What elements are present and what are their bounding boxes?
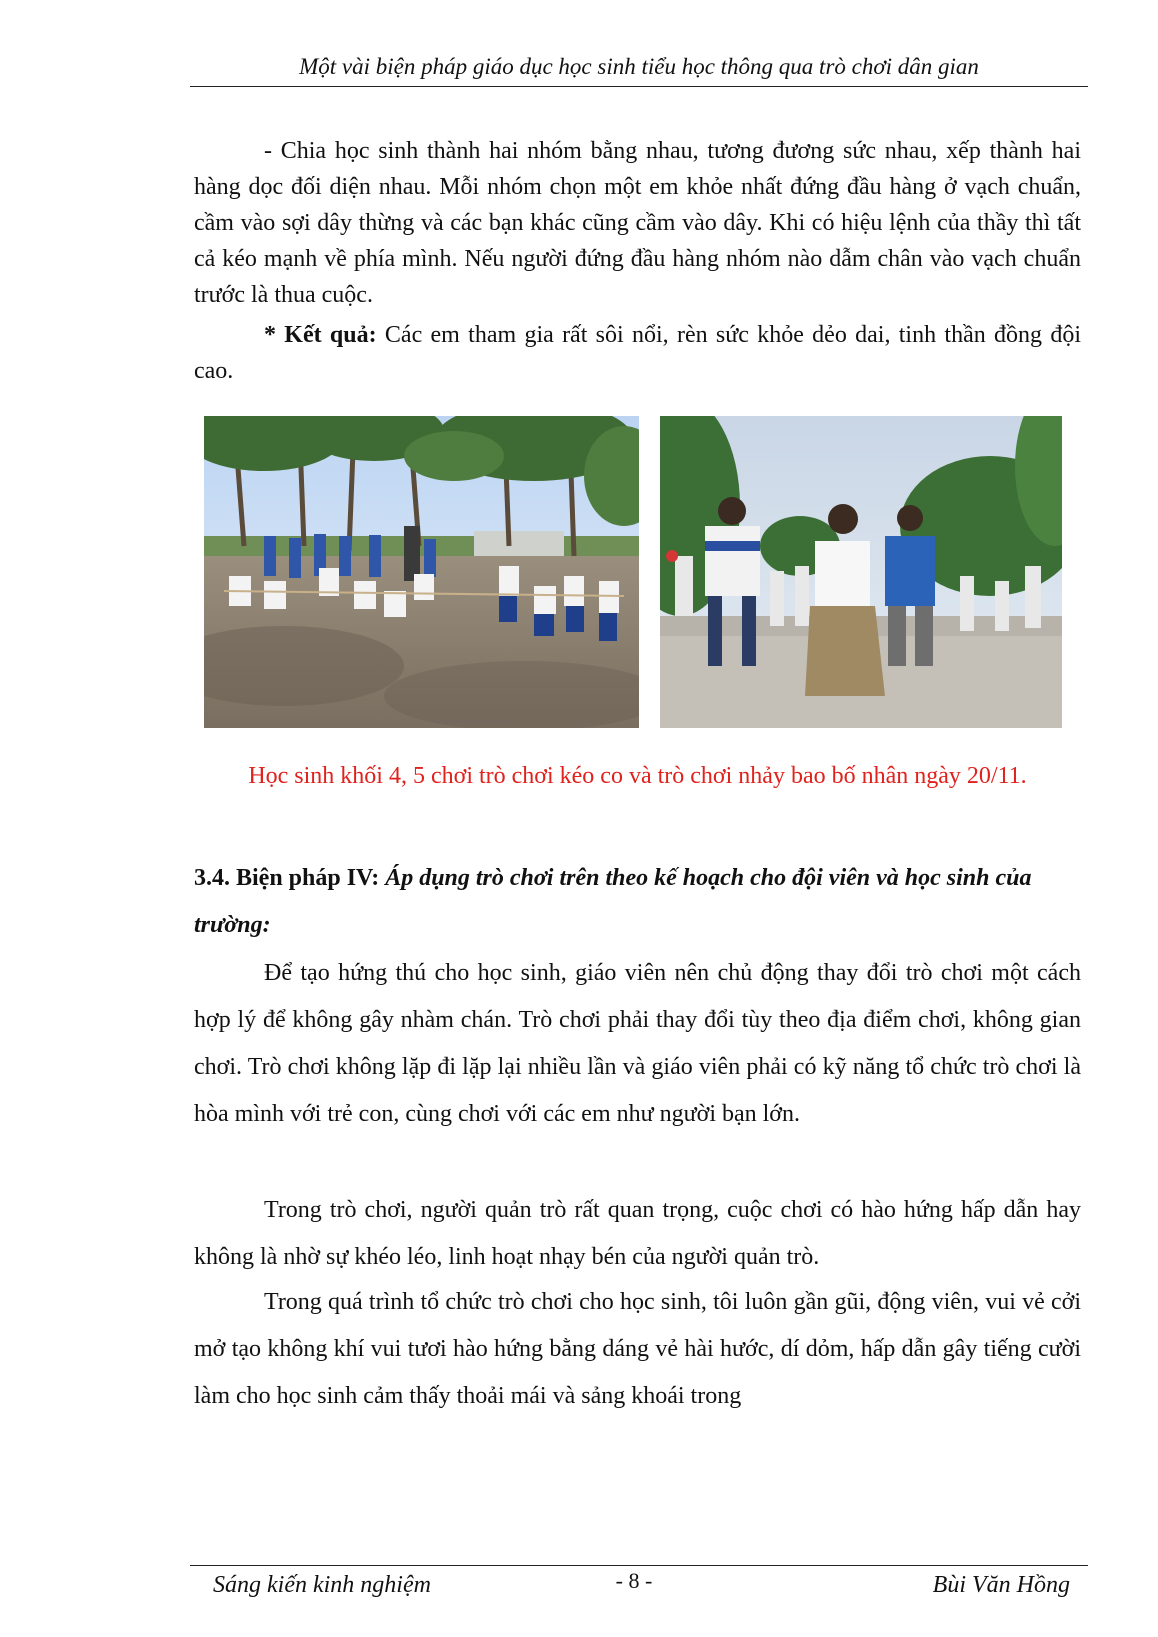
photo-tug-of-war	[204, 416, 639, 728]
page-number: - 8 -	[615, 1568, 653, 1593]
paragraph-tug-of-war-rules: - Chia học sinh thành hai nhóm bằng nhau, tương đương sức nhau, xếp thành hai hàng dọc đối diện nhau. Mỗi nhóm chọn một em khỏe nhất đứng đầu hàng ở vạch chuẩn, cầm vào sợi dây thừng và các bạn khác cũng cầm vào dây. Khi có hiệu lệnh của thầy thì tất cả kéo mạnh về phía mình. Nếu người đứng đầu hàng nhóm nào dẫm chân vào vạch chuẩn trước là thua cuộc.	[194, 138, 1081, 308]
photo-sack-race	[660, 416, 1062, 728]
paragraph-result	[194, 317, 1081, 389]
section-heading	[194, 855, 1081, 949]
header-rule	[190, 86, 1088, 87]
section-title: Áp dụng trò chơi trên theo kế hoạch cho đội viên và học sinh của trường:	[194, 865, 1032, 938]
footer-author: Bùi Văn Hồng	[932, 1572, 1070, 1598]
footer-left: Sáng kiến kinh nghiệm	[213, 1572, 431, 1598]
paragraph-change-games: Để tạo hứng thú cho học sinh, giáo viên nên chủ động thay đổi trò chơi một cách hợp lý để không gây nhàm chán. Trò chơi phải thay đổi tùy theo địa điểm chơi, không gian chơi. Trò chơi không lặp đi lặp lại nhiều lần và giáo viên phải có kỹ năng tổ chức trò chơi là hòa mình với trẻ con, cùng chơi với các em như người bạn lớn.	[194, 960, 1081, 1127]
paragraph-game-master: Trong trò chơi, người quản trò rất quan trọng, cuộc chơi có hào hứng hấp dẫn hay không là nhờ sự khéo léo, linh hoạt nhạy bén của người quản trò.	[194, 1197, 1081, 1270]
paragraph-organizing: Trong quá trình tổ chức trò chơi cho học sinh, tôi luôn gần gũi, động viên, vui vẻ cởi mở tạo không khí vui tươi hào hứng bằng dáng vẻ hài hước, dí dỏm, hấp dẫn gây tiếng cười làm cho học sinh cảm thấy thoải mái và sảng khoái trong	[194, 1289, 1081, 1409]
section-number: 3.4. Biện pháp IV:	[194, 865, 380, 891]
photo-caption: Học sinh khối 4, 5 chơi trò chơi kéo co và trò chơi nhảy bao bố nhân ngày 20/11.	[248, 763, 1027, 789]
page-header: Một vài biện pháp giáo dục học sinh tiểu học thông qua trò chơi dân gian	[299, 54, 979, 79]
result-text: Các em tham gia rất sôi nổi, rèn sức khỏe dẻo dai, tinh thần đồng đội cao.	[194, 322, 1081, 384]
result-label: * Kết quả:	[264, 322, 377, 348]
